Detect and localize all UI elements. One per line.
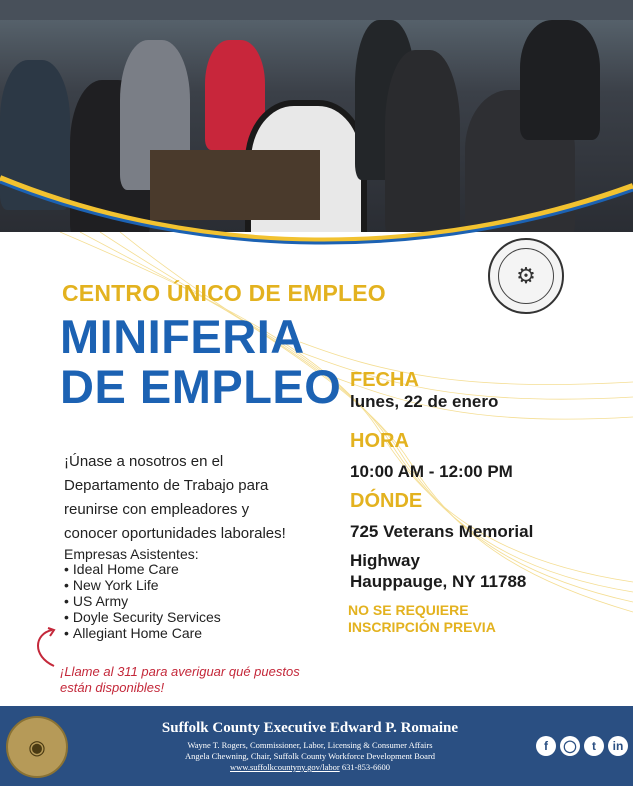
headline-line1: MINIFERIA bbox=[60, 310, 305, 363]
time-label: HORA bbox=[350, 430, 409, 452]
county-seal-top bbox=[488, 238, 564, 314]
intro-line3: reunirse con empleadores y bbox=[64, 501, 250, 518]
date-label: FECHA bbox=[350, 369, 419, 391]
intro-text bbox=[64, 450, 324, 546]
intro-line2: Departamento de Trabajo para bbox=[64, 477, 269, 494]
place-line1: 725 Veterans Memorial bbox=[350, 522, 534, 541]
facebook-icon[interactable]: f bbox=[536, 736, 556, 756]
footer-url-link[interactable]: www.suffolkcountyny.gov/labor bbox=[230, 762, 340, 772]
intro-line1: ¡Únase a nosotros en el bbox=[64, 453, 224, 470]
instagram-icon[interactable]: ◯ bbox=[560, 736, 580, 756]
company-item: • Ideal Home Care bbox=[64, 561, 221, 577]
companies-list bbox=[64, 561, 221, 641]
footer-contact bbox=[120, 762, 500, 772]
no-registration-note bbox=[348, 602, 496, 636]
place-label: DÓNDE bbox=[350, 490, 423, 512]
call-line2: están disponibles! bbox=[60, 680, 165, 695]
county-seal-icon: ◉ bbox=[6, 716, 68, 778]
curved-arrow-icon bbox=[30, 626, 64, 672]
county-seal-icon: ⚙ bbox=[498, 248, 554, 304]
footer-chair: Angela Chewning, Chair, Suffolk County Workforce Development Board bbox=[184, 751, 436, 761]
footer-commissioner: Wayne T. Rogers, Commissioner, Labor, Licensing & Consumer Affairs bbox=[187, 740, 433, 750]
company-item: • Doyle Security Services bbox=[64, 609, 221, 625]
time-value: 10:00 AM - 12:00 PM bbox=[350, 462, 513, 481]
headline bbox=[60, 312, 341, 412]
kicker: CENTRO ÚNICO DE EMPLEO bbox=[62, 280, 386, 306]
call-311-note bbox=[60, 664, 340, 696]
company-item: • Allegiant Home Care bbox=[64, 625, 221, 641]
place-line3: Hauppauge, NY 11788 bbox=[350, 572, 527, 591]
intro-line4: conocer oportunidades laborales! bbox=[64, 525, 286, 542]
footer-phone: 631-853-6600 bbox=[341, 762, 390, 772]
company-item: • US Army bbox=[64, 593, 221, 609]
company-item: • New York Life bbox=[64, 577, 221, 593]
social-icons bbox=[536, 736, 628, 756]
place-line2: Highway bbox=[350, 551, 420, 570]
footer-executive: Suffolk County Executive Edward P. Romaine bbox=[161, 720, 459, 736]
companies-title: Empresas Asistentes: bbox=[64, 546, 199, 562]
date-value: lunes, 22 de enero bbox=[350, 392, 499, 411]
no-registration-line1: NO SE REQUIERE bbox=[348, 602, 469, 618]
call-line1: ¡Llame al 311 para averiguar qué puestos bbox=[60, 664, 300, 679]
twitter-icon[interactable]: t bbox=[584, 736, 604, 756]
no-registration-line2: INSCRIPCIÓN PREVIA bbox=[348, 619, 496, 635]
linkedin-icon[interactable]: in bbox=[608, 736, 628, 756]
headline-line2: DE EMPLEO bbox=[60, 360, 342, 413]
